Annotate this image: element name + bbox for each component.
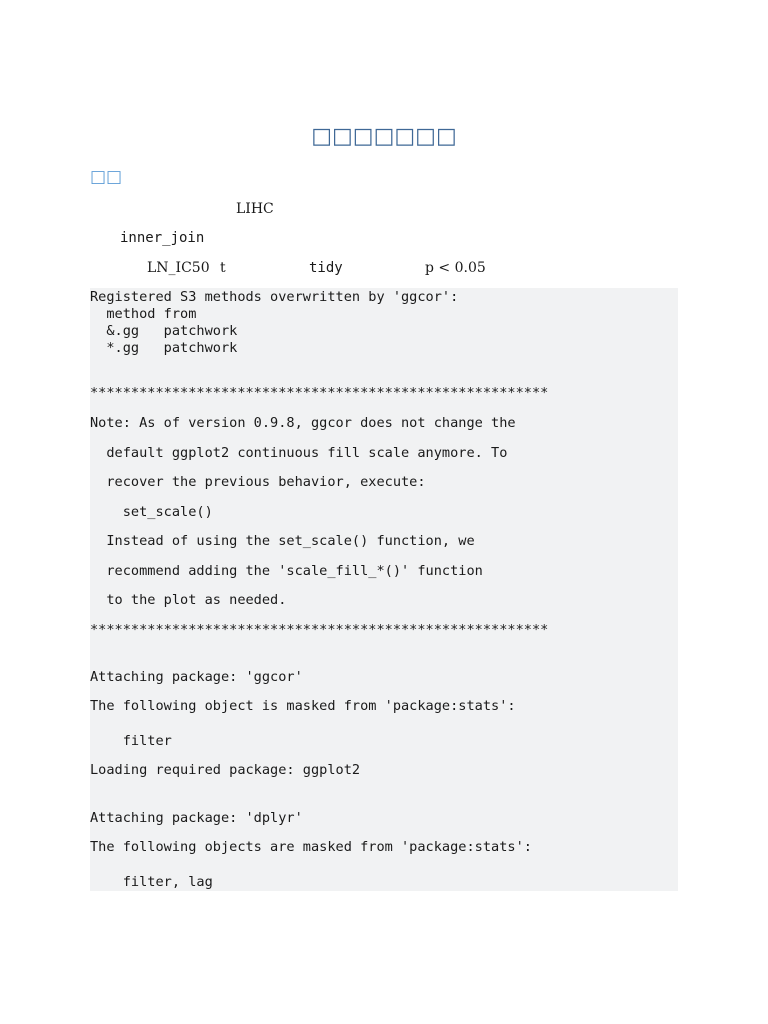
code-line: default ggplot2 continuous fill scale anymore. To xyxy=(90,445,508,461)
code-line: ******************************************************** xyxy=(90,385,549,401)
code-line: Note: As of version 0.9.8, ggcor does not change the xyxy=(90,415,516,431)
code-line: to the plot as needed. xyxy=(90,592,287,608)
code-line: Loading required package: ggplot2 xyxy=(90,762,361,778)
code-line: recommend adding the 'scale_fill_*()' function xyxy=(90,563,483,579)
code-line: filter xyxy=(90,733,172,749)
code-line: The following object is masked from 'package:stats': xyxy=(90,698,516,714)
code-line: Attaching package: 'ggcor' xyxy=(90,669,303,685)
paragraph-join-function: inner_join xyxy=(120,230,205,246)
code-line: filter, lag xyxy=(90,874,213,890)
code-output-block xyxy=(90,288,678,891)
paragraph-tidy-function: tidy xyxy=(309,260,343,276)
code-line: &.gg patchwork xyxy=(90,323,238,339)
code-line: method from xyxy=(90,306,197,322)
paragraph-significance-threshold: p < 0.05 xyxy=(425,260,486,276)
section-heading: □□ xyxy=(90,167,123,187)
code-line: recover the previous behavior, execute: xyxy=(90,474,426,490)
code-line: The following objects are masked from 'package:stats': xyxy=(90,839,532,855)
document-title: □□□□□□□ xyxy=(311,124,457,149)
code-line: set_scale() xyxy=(90,504,213,520)
paragraph-variable-name: LN_IC50 xyxy=(147,260,210,276)
code-line: *.gg patchwork xyxy=(90,340,238,356)
code-line: Registered S3 methods overwritten by 'ggcor': xyxy=(90,289,459,305)
paragraph-test-name: t xyxy=(220,260,226,276)
code-line: ******************************************************** xyxy=(90,622,549,638)
paragraph-dataset-name: LIHC xyxy=(236,201,274,217)
code-line: Attaching package: 'dplyr' xyxy=(90,810,303,826)
code-line: Instead of using the set_scale() function, we xyxy=(90,533,475,549)
